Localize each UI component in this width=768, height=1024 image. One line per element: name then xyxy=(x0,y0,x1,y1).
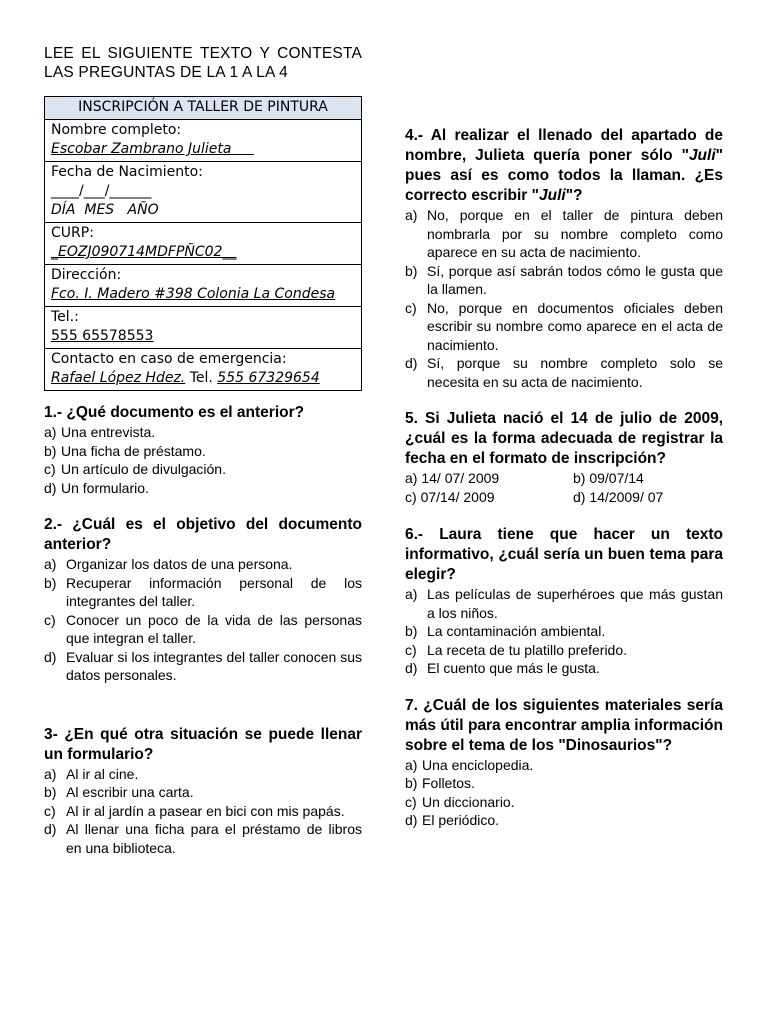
option-item: d) Sí, porque su nombre completo solo se necesita en su acta de nacimiento. xyxy=(405,355,723,390)
tel-value: 555 65578553 xyxy=(51,328,154,344)
instructions-heading: LEE EL SIGUIENTE TEXTO Y CONTESTA LAS PREGUNTAS DE LA 1 A LA 4 xyxy=(44,45,362,81)
form-title: INSCRIPCIÓN A TALLER DE PINTURA xyxy=(45,97,362,120)
curp-label: CURP: xyxy=(51,225,94,241)
question-text: 2.- ¿Cuál es el objetivo del documento anterior? xyxy=(44,516,362,553)
question-4 xyxy=(405,126,723,391)
form-row-direccion xyxy=(45,265,362,307)
option-item: a) Las películas de superhéroes que más gustan a los niños. xyxy=(405,586,723,621)
option-item: c) Un diccionario. xyxy=(405,793,515,810)
option-item: b) Sí, porque así sabrán todos cómo le gusta que la llamen. xyxy=(405,262,723,297)
contacto-tel-label: Tel. xyxy=(185,370,218,386)
option-item: a) Al ir al cine. xyxy=(44,765,139,782)
question-text: 5. Si Julieta nació el 14 de julio de 2009, ¿cuál es la forma adecuada de registrar la fecha en el formato de inscripción? xyxy=(405,410,723,467)
question-5 xyxy=(405,409,723,507)
option-list xyxy=(405,206,723,391)
option-item: c) No, porque en documentos oficiales deben escribir su nombre como aparece en el acta de nacimiento. xyxy=(405,299,723,353)
question-7 xyxy=(405,696,723,830)
option-item: d) Al llenar una ficha para el préstamo de libros en una biblioteca. xyxy=(44,821,362,856)
contacto-name: Rafael López Hdez. xyxy=(51,370,186,386)
contacto-tel: 555 67329654 xyxy=(217,370,320,386)
question-text: 1.- ¿Qué documento es el anterior? xyxy=(44,404,305,421)
right-column xyxy=(405,126,723,848)
contacto-label: Contacto en caso de emergencia: xyxy=(51,351,287,367)
option-item: d) El cuento que más le gusta. xyxy=(405,660,600,676)
direccion-value: Fco. I. Madero #398 Colonia La Condesa xyxy=(51,286,336,302)
nombre-value: Escobar Zambrano Julieta xyxy=(51,141,232,157)
tel-label: Tel.: xyxy=(51,309,79,325)
registration-form xyxy=(44,96,362,391)
option-item: c) La receta de tu platillo preferido. xyxy=(405,641,628,658)
question-text: 3- ¿En qué otra situación se puede llenar un formulario? xyxy=(44,725,362,763)
option-grid xyxy=(405,469,723,507)
left-column xyxy=(44,44,362,875)
option-item: c) Al ir al jardín a pasear en bici con mis papás. xyxy=(44,802,345,819)
form-row-curp xyxy=(45,223,362,265)
question-6 xyxy=(405,525,723,678)
direccion-label: Dirección: xyxy=(51,267,122,283)
form-row-nombre xyxy=(45,120,362,162)
option-list xyxy=(44,555,362,685)
question-text: 4.- Al realizar el llenado del apartado de nombre, Julieta quería poner sólo "Juli" pues así es como todos la llaman. ¿Es correcto escribir "Juli"? xyxy=(405,127,723,204)
form-row-tel xyxy=(45,307,362,349)
option-item: d) El periódico. xyxy=(405,812,500,828)
option-item: a) 14/ 07/ 2009 xyxy=(405,470,500,486)
fecha-hint: DÍA MES AÑO xyxy=(51,202,159,218)
curp-value: _EOZJ090714MDFPÑC02__ xyxy=(51,244,237,260)
option-list xyxy=(405,585,723,678)
option-item: b) Al escribir una carta. xyxy=(44,784,194,800)
option-item: d) Evaluar si los integrantes del taller conocen sus datos personales. xyxy=(44,648,362,683)
question-text: 7. ¿Cuál de los siguientes materiales sería más útil para encontrar amplia información sobre el tema de los "Dinosaurios"? xyxy=(405,696,723,754)
fecha-blank: ____/___/______ xyxy=(51,183,152,199)
option-item: b) Recuperar información personal de los integrantes del taller. xyxy=(44,574,362,609)
option-item: b) La contaminación ambiental. xyxy=(405,623,606,639)
question-3 xyxy=(44,725,362,858)
option-list xyxy=(44,423,362,497)
option-list xyxy=(44,765,362,858)
fecha-label: Fecha de Nacimiento: xyxy=(51,164,203,180)
option-item: a) No, porque en el taller de pintura deben nombrarla por su nombre completo como aparece en su acta de nacimiento. xyxy=(405,207,723,260)
option-item: c) 07/14/ 2009 xyxy=(405,489,495,505)
option-item: c) Conocer un poco de la vida de las personas que integran el taller. xyxy=(44,611,362,646)
option-item: b) Folletos. xyxy=(405,775,475,791)
option-item: a) Organizar los datos de una persona. xyxy=(44,556,293,572)
option-item: a) Una entrevista. xyxy=(44,424,156,440)
option-item: d) Un formulario. xyxy=(44,479,149,496)
question-text: 6.- Laura tiene que hacer un texto informativo, ¿cuál sería un buen tema para elegir? xyxy=(405,526,723,583)
form-row-fecha xyxy=(45,162,362,223)
form-row-contacto xyxy=(45,349,362,391)
option-item: a) Una enciclopedia. xyxy=(405,756,534,773)
option-item: c) Un artículo de divulgación. xyxy=(44,461,226,477)
option-item: d) 14/2009/ 07 xyxy=(573,489,664,505)
nombre-label: Nombre completo: xyxy=(51,122,182,138)
question-2 xyxy=(44,515,362,685)
option-list xyxy=(405,756,723,830)
option-item: b) 09/07/14 xyxy=(573,470,644,486)
question-1 xyxy=(44,403,362,497)
option-item: b) Una ficha de préstamo. xyxy=(44,442,206,459)
